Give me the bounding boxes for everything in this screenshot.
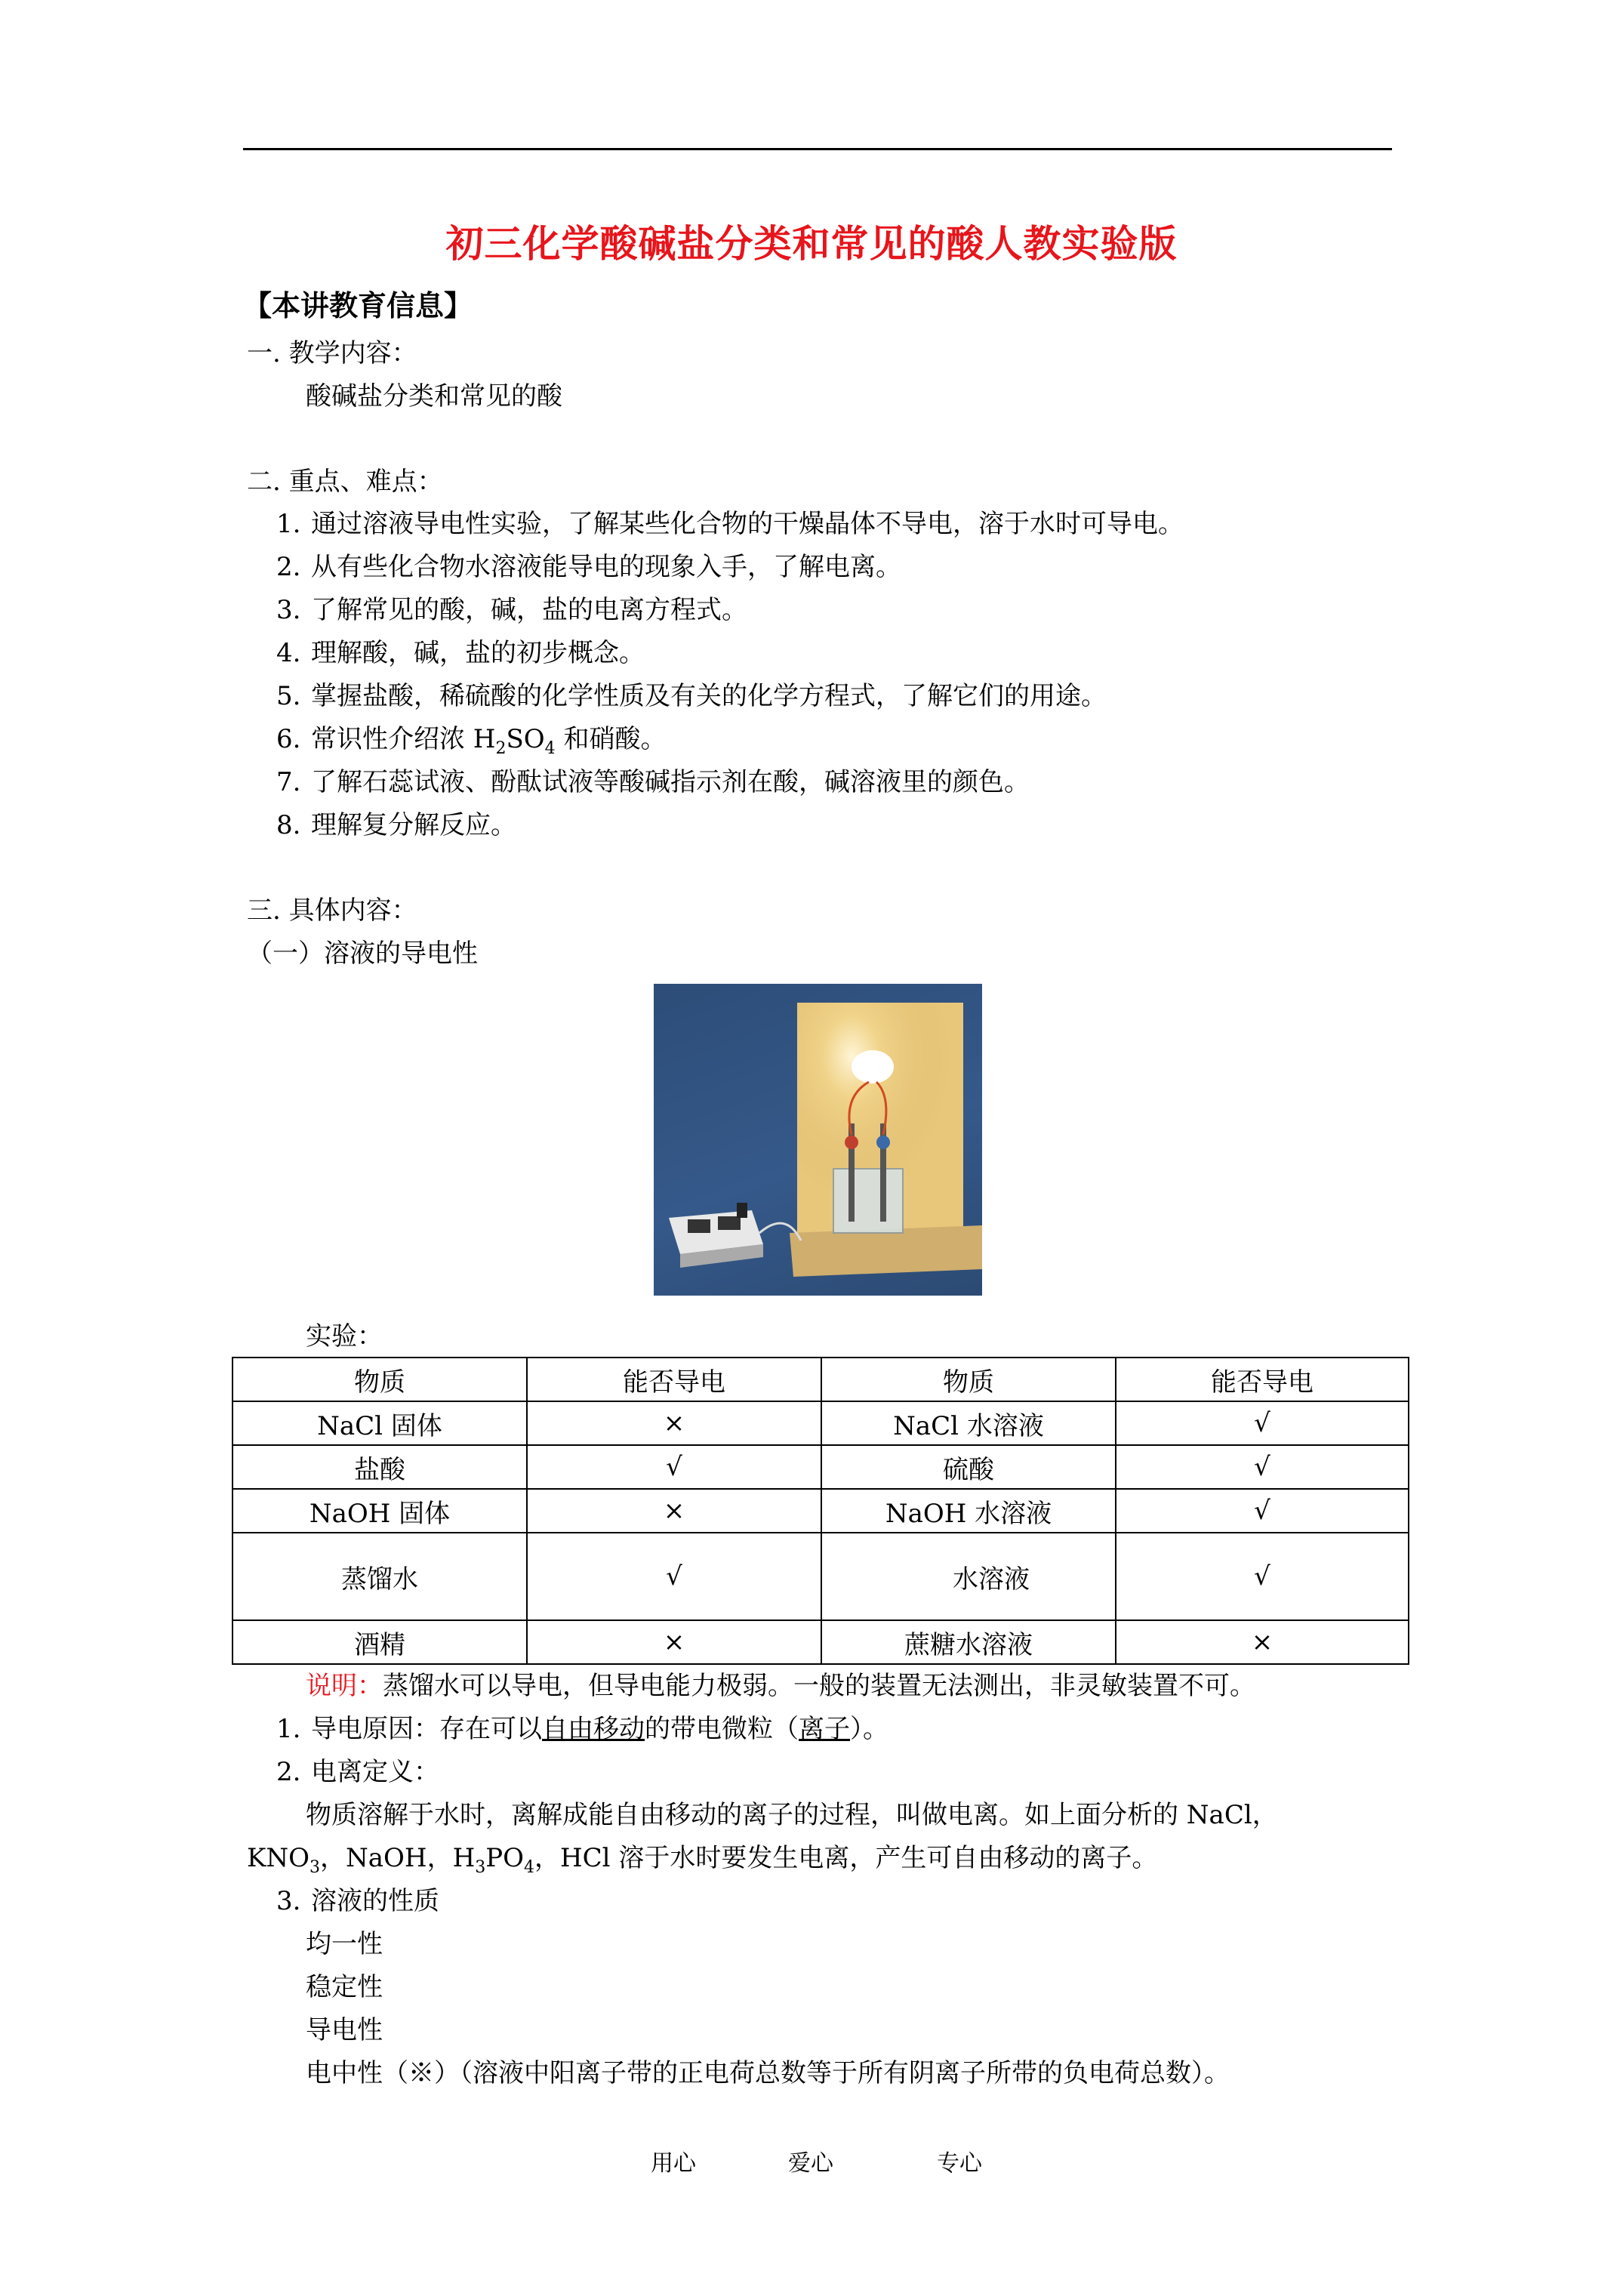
note: 说明：蒸馏水可以导电，但导电能力极弱。一般的装置无法测出，非灵敏装置不可。: [306, 1671, 1255, 1701]
table-header: 能否导电: [1116, 1358, 1409, 1401]
table-cell: NaCl 水溶液: [821, 1401, 1116, 1445]
table-cell: 盐酸: [233, 1445, 527, 1489]
table-header: 能否导电: [527, 1358, 821, 1401]
table-row: [233, 1620, 1409, 1664]
property-item: 均一性: [306, 1929, 383, 1959]
s3-subheading: （一）溶液的导电性: [247, 938, 478, 969]
conductivity-apparatus-photo: [654, 984, 982, 1296]
table-cell: NaOH 固体: [233, 1489, 527, 1533]
table-cell: NaCl 固体: [233, 1401, 527, 1445]
point-solution-properties: 3. 溶液的性质: [276, 1886, 439, 1916]
table-cell: √: [1116, 1445, 1409, 1489]
property-item: 电中性（※）（溶液中阳离子带的正电荷总数等于所有阴离子所带的负电荷总数）。: [306, 2058, 1230, 2088]
table-cell: NaOH 水溶液: [821, 1489, 1116, 1533]
table-cell: √: [1116, 1401, 1409, 1445]
table-header: 物质: [821, 1358, 1116, 1401]
key-point-5: 5. 掌握盐酸，稀硫酸的化学性质及有关的化学方程式，了解它们的用途。: [276, 681, 1107, 711]
table-header: 物质: [233, 1358, 527, 1401]
table-row: [233, 1533, 1409, 1620]
ionization-definition-line2: $KNO_3$，NaOH，$H_3PO_4$，HCl 溶于水时要发生电离，产生可自由移动的离子。: [247, 1843, 1158, 1877]
table-cell: √: [527, 1445, 821, 1489]
conductivity-table: [232, 1357, 1409, 1665]
table-cell: ×: [527, 1401, 821, 1445]
key-point-7: 7. 了解石蕊试液、酚酞试液等酸碱指示剂在酸，碱溶液里的颜色。: [276, 767, 1030, 797]
section-header: 【本讲教育信息】: [243, 288, 473, 322]
table-row: [233, 1445, 1409, 1489]
property-item: 稳定性: [306, 1972, 383, 2002]
table-cell: 蒸馏水: [233, 1533, 527, 1620]
key-point-4: 4. 理解酸，碱，盐的初步概念。: [276, 638, 645, 668]
table-cell: 水溶液: [821, 1533, 1116, 1620]
table-row: [233, 1401, 1409, 1445]
header-rule: [243, 148, 1392, 150]
footer-text: 用心: [651, 2150, 696, 2177]
table-cell: 蔗糖水溶液: [821, 1620, 1116, 1664]
key-point-3: 3. 了解常见的酸，碱，盐的电离方程式。: [276, 595, 747, 625]
ionization-definition-line1: 物质溶解于水时，离解成能自由移动的离子的过程，叫做电离。如上面分析的 NaCl，: [306, 1800, 1278, 1830]
footer-text: 专心: [937, 2150, 982, 2177]
s3-heading: 三. 具体内容：: [247, 895, 417, 926]
key-point-1: 1. 通过溶液导电性实验，了解某些化合物的干燥晶体不导电，溶于水时可导电。: [276, 509, 1184, 539]
table-cell: ×: [1116, 1620, 1409, 1664]
s2-heading: 二. 重点、难点：: [247, 467, 443, 497]
table-cell: 酒精: [233, 1620, 527, 1664]
table-cell: 硫酸: [821, 1445, 1116, 1489]
property-item: 导电性: [306, 2015, 383, 2045]
document-title: 初三化学酸碱盐分类和常见的酸人教实验版: [445, 221, 1178, 266]
key-point-2: 2. 从有些化合物水溶液能导电的现象入手，了解电离。: [276, 552, 901, 582]
table-header-row: [233, 1358, 1409, 1401]
s1-content: 酸碱盐分类和常见的酸: [306, 381, 562, 411]
footer-text: 爱心: [788, 2150, 833, 2177]
table-cell: ×: [527, 1620, 821, 1664]
table-cell: ×: [527, 1489, 821, 1533]
experiment-label: 实验：: [306, 1321, 383, 1351]
table-cell: √: [1116, 1533, 1409, 1620]
key-point-6: 6. 常识性介绍浓 $H_2SO_4$ 和硝酸。: [276, 724, 667, 758]
s1-heading: 一. 教学内容：: [247, 338, 417, 368]
point-ionization-heading: 2. 电离定义：: [276, 1757, 439, 1787]
point-conduction-cause: 1. 导电原因：存在可以自由移动的带电微粒（离子）。: [276, 1714, 888, 1744]
key-point-8: 8. 理解复分解反应。: [276, 810, 516, 840]
table-row: [233, 1489, 1409, 1533]
table-cell: √: [1116, 1489, 1409, 1533]
note-label: 说明：: [306, 1671, 383, 1701]
table-cell: √: [527, 1533, 821, 1620]
